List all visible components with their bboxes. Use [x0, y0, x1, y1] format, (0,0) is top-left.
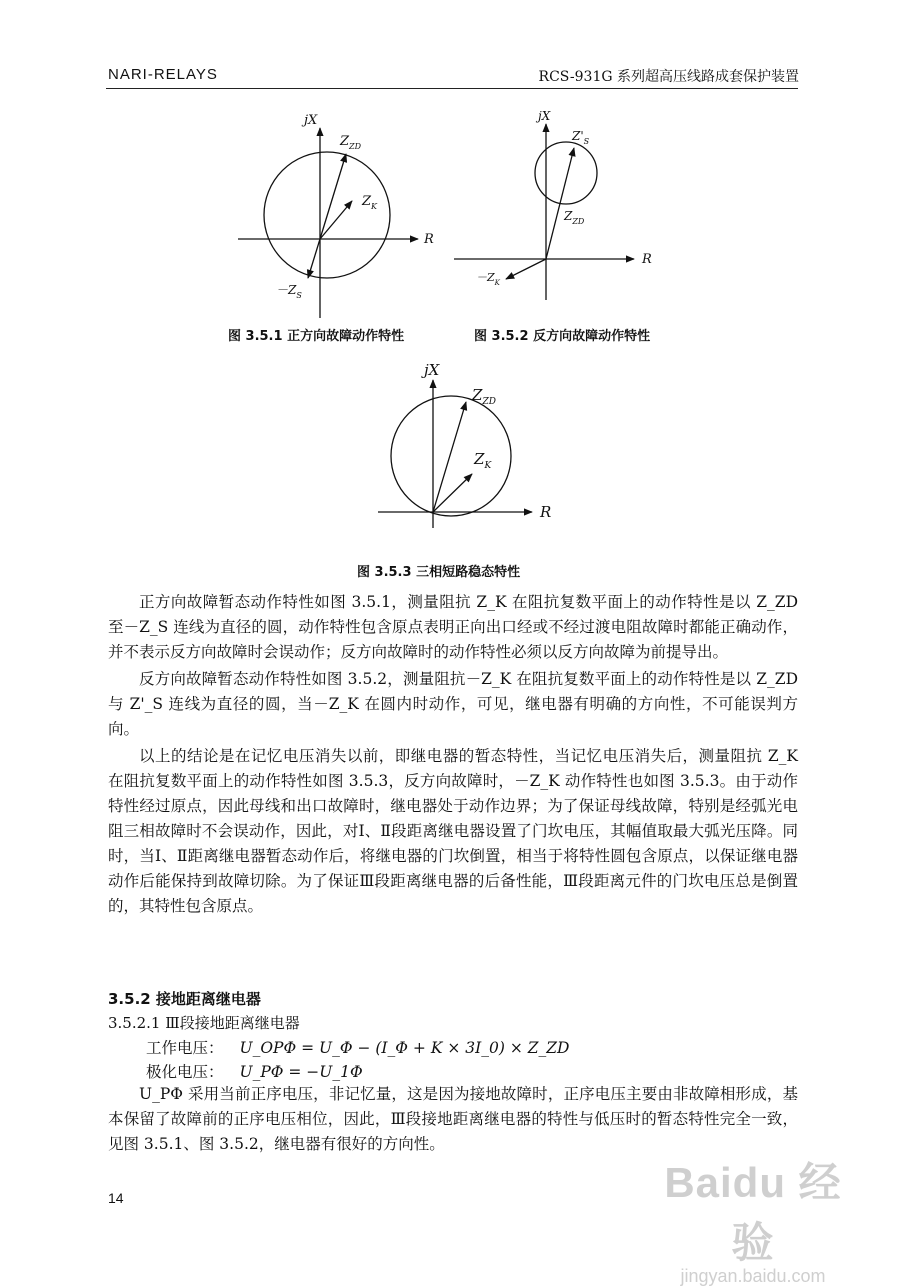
header-brand: NARI-RELAYS	[108, 66, 218, 83]
formula-pol-label: 极化电压：	[146, 1063, 224, 1081]
formula-work-voltage	[146, 1036, 569, 1058]
caption-fig-3-5-3: 图 3.5.3 三相短路稳态特性	[357, 565, 521, 580]
label-zk: $Z_K$	[362, 194, 378, 211]
vector-zzd	[320, 154, 346, 239]
label-zs: $-Z_S$	[276, 283, 302, 300]
paragraph-3: 以上的结论是在记忆电压消失以前，即继电器的暂态特性，当记忆电压消失后，测量阻抗 Z_K 在阻抗复数平面上的动作特性如图 3.5.3，反方向故障时，－Z_K 动作特性也如图 3.5.3。由于动作特性经过原点，因此母线和出口故障时，继电器处于动作边界；为了保证母线故障，特别是经弧光电阻三相故障时不会误动作，因此，对Ⅰ、Ⅱ段距离继电器设置了门坎电压，其幅值取最大弧光压降。同时，当Ⅰ、Ⅱ距离继电器暂态动作后，将继电器的门坎倒置，相当于将特性圆包含原点，以保证继电器动作后能保持到故障切除。为了保证Ⅲ段距离继电器的后备性能，Ⅲ段距离元件的门坎电压总是倒置的，其特性包含原点。	[108, 747, 798, 915]
label-r: R	[424, 232, 434, 247]
formula-work-label: 工作电压：	[146, 1039, 224, 1057]
caption-fig-3-5-1: 图 3.5.1 正方向故障动作特性	[228, 329, 405, 344]
paragraph-1: 正方向故障暂态动作特性如图 3.5.1，测量阻抗 Z_K 在阻抗复数平面上的动作特性是以 Z_ZD 至－Z_S 连线为直径的圆，动作特性包含原点表明正向出口经或不经过渡电阻故障时都能正确动作，并不表示反方向故障时会误动作；反方向故障时的动作特性必须以反方向故障为前提导出。	[108, 593, 798, 661]
subsection-title: 3.5.2.1 Ⅲ段接地距离继电器	[108, 1014, 300, 1032]
formula-pol-expression: U_PΦ = −U_1Φ	[239, 1063, 363, 1081]
figure-three-phase-steady	[378, 361, 551, 528]
vector-zk	[506, 259, 546, 279]
body-paragraphs	[108, 590, 798, 921]
paragraph-4: U_PΦ 采用当前正序电压，非记忆量，这是因为接地故障时，正序电压主要由非故障相形成，基本保留了故障前的正序电压相位，因此，Ⅲ段接地距离继电器的特性与低压时的暂态特性完全一致，见图 3.5.1、图 3.5.2，继电器有很好的方向性。	[108, 1085, 798, 1153]
label-r: R	[642, 252, 652, 267]
header-title: RCS-931G 系列超高压线路成套保护装置	[538, 69, 799, 85]
label-zzd: $Z_{ZD}$	[564, 209, 585, 226]
label-jx: jX	[538, 109, 551, 123]
label-zzd: $Z_{ZD}$	[340, 134, 362, 151]
watermark	[648, 1150, 858, 1287]
formula-work-expression: U_OPΦ = U_Φ − (I_Φ + K × 3I_0) × Z_ZD	[239, 1039, 570, 1057]
characteristic-circle	[391, 396, 511, 516]
label-r: R	[540, 503, 552, 521]
vector-zk	[320, 201, 352, 239]
paragraph-2: 反方向故障暂态动作特性如图 3.5.2，测量阻抗－Z_K 在阻抗复数平面上的动作特性是以 Z_ZD 与 Z'_S 连线为直径的圆，当－Z_K 在圆内时动作，可见，继电器有明确的方向性，不可能误判方向。	[108, 670, 798, 738]
characteristic-circle	[535, 142, 597, 204]
label-zk: $Z_K$	[474, 450, 492, 471]
label-zsp: $Z'_S$	[572, 129, 590, 146]
caption-fig-3-5-2: 图 3.5.2 反方向故障动作特性	[474, 329, 651, 344]
watermark-logo: Baidu 经验	[664, 1159, 842, 1266]
page-number: 14	[108, 1190, 124, 1206]
figure-reverse-fault	[454, 109, 652, 300]
label-jx: jX	[304, 113, 318, 128]
vector-zs	[308, 239, 320, 278]
figure-forward-fault	[238, 113, 434, 318]
body-last	[108, 1082, 798, 1159]
label-zk: $-Z_K$	[476, 271, 500, 287]
section-title: 3.5.2 接地距离继电器	[108, 990, 261, 1008]
watermark-url: jingyan.baidu.com	[680, 1266, 826, 1286]
label-jx: jX	[424, 361, 440, 379]
label-zzd: $Z_{ZD}$	[472, 386, 496, 407]
formula-polarization-voltage	[146, 1060, 363, 1082]
